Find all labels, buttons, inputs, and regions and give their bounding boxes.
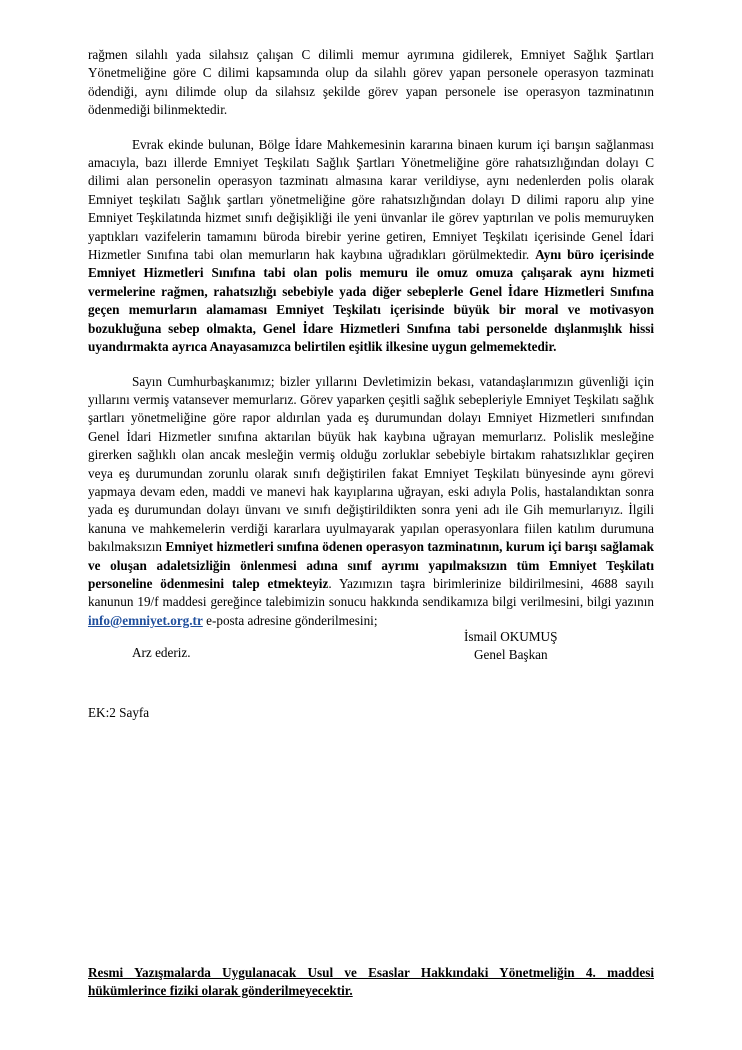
closing-text: Arz ederiz. bbox=[132, 645, 191, 661]
signatory-name: İsmail OKUMUŞ bbox=[464, 629, 558, 644]
paragraph-3-end-text: e-posta adresine gönderilmesini; bbox=[202, 612, 378, 628]
paragraph-2-text: Evrak ekinde bulunan, Bölge İdare Mahkemesinin kararına binaen kurum içi barışın sağlanması amacıyla, bazı illerde Emniyet Teşkilatı Sağlık Şartları Yönetmeliğine göre rahatsızlığından dolayı C dilimi alan personelin operasyon tazminatı almasına karar verildiyse, aynı nedenlerden polis olarak Emniyet teşkilatı Sağlık şartları yönetmeliğine göre rahatsızlığından dolayı D dilimi raporu alıp yine Emniyet Teşkilatında hizmet sınıfı değişikliği ile yeni ünvanlar ile görev yaptırılan ve polis memuruyken yaptıkları vazifelerin tamamını büroda birebir yerine getiren, Emniyet Teşkilatı içerisinde Genel İdari Hizmetler Sınıfına tabi olan memurların hak kaybına uğradıkları görülmektedir. bbox=[88, 136, 654, 263]
paragraph-1 bbox=[88, 46, 654, 120]
email-link[interactable]: info@emniyet.org.tr bbox=[88, 612, 203, 628]
paragraph-3-bold-text: Emniyet hizmetleri sınıfına ödenen operasyon tazminatının, kurum içi barışı sağlamak ve oluşan adaletsizliğin önlenmesi adına sınıf ayrımı yapılmaksızın tüm Emniyet Teşkilatı personeline ödenmesini talep etmekteyiz bbox=[88, 539, 654, 591]
paragraph-2 bbox=[88, 136, 654, 357]
paragraph-3 bbox=[88, 373, 654, 631]
paragraph-3-text: Sayın Cumhurbaşkanımız; bizler yıllarını Devletimizin bekası, vatandaşlarımızın güvenliği için yıllarını vermiş vatansever memurlarız. Görev yaparken çeşitli sağlık sebepleriyle Emniyet Teşkilatı sağlık şartları yönetmeliğine göre rapor aldırılan yada eş durumundan dolayı Emniyet Hizmetleri sınıfından Genel İdari Hizmetler sınıfına aktarılan büyük hak kaybına uğrayan memurlarız. Polislik mesleğine girerken sağlıklı olan ancak mesleğin vermiş olduğu zorluklar sebebiyle birtakım rahatsızlıklar geçiren veya eş durumundan zorunlu olarak sınıfı değiştirilen fakat Emniyet Teşkilatı bünyesinde aynı görevi yapmaya devam eden, maddi ve manevi hak kayıplarına uğrayan, eski adıyla Polis, hastalandıktan sonra yada eş durumundan dolayı ünvanı ve sınıfı değiştirildikten sonra yeni adı ile Gih memurlarıyız. İlgili kanuna ve mahkemelerin verdiği kararlara uyulmayarak yapılan operasyonlara fiilen katılım durumuna bakılmaksızın bbox=[88, 373, 654, 555]
paragraph-2-bold-text: Aynı büro içerisinde Emniyet Hizmetleri Sınıfına tabi olan polis memuru ile omuz omuza çalışarak aynı hizmeti vermelerine rağmen, rahatsızlığı sebebiyle yada diğer sebeplerle Genel İdare Hizmetleri Sınıfına geçen memurların alamaması Emniyet Teşkilatı içerisinde büyük bir moral ve motivasyon bozukluğuna sebep olmakta, Genel İdare Hizmetleri Sınıfına tabi personelde dışlanmışlık hissi uyandırmakta ayrıca Anayasamızca belirtilen eşitlik ilkesine uygun gelmemektedir. bbox=[88, 247, 655, 355]
attachment-note: EK:2 Sayfa bbox=[88, 705, 150, 720]
letter-body bbox=[88, 46, 655, 720]
signatory-title: Genel Başkan bbox=[474, 647, 548, 663]
paragraph-1-text: rağmen silahlı yada silahsız çalışan C dilimli memur ayrımına gidilerek, Emniyet Sağlık Şartları Yönetmeliğine göre C dilimi kapsamında olup da silahlı görev yapan personele operasyon tazminatı ödendiği, aynı dilimde olup da silahsız şekilde görev yapan personele ise operasyon tazminatının ödenmediği bilinmektedir. bbox=[88, 47, 654, 118]
signature-block bbox=[464, 628, 557, 665]
footer-notice: Resmi Yazışmalarda Uygulanacak Usul ve Esaslar Hakkındaki Yönetmeliğin 4. maddesi hükümlerince fiziki olarak gönderilmeyecektir. bbox=[88, 965, 654, 998]
paragraph-3-request-text: . Yazımızın taşra birimlerinize bildirilmesini, 4688 sayılı kanunun 19/f maddesi gereğince talebimizin sonucu hakkında sendikamıza bilgi verilmesini, bilgi yazının bbox=[88, 575, 654, 610]
